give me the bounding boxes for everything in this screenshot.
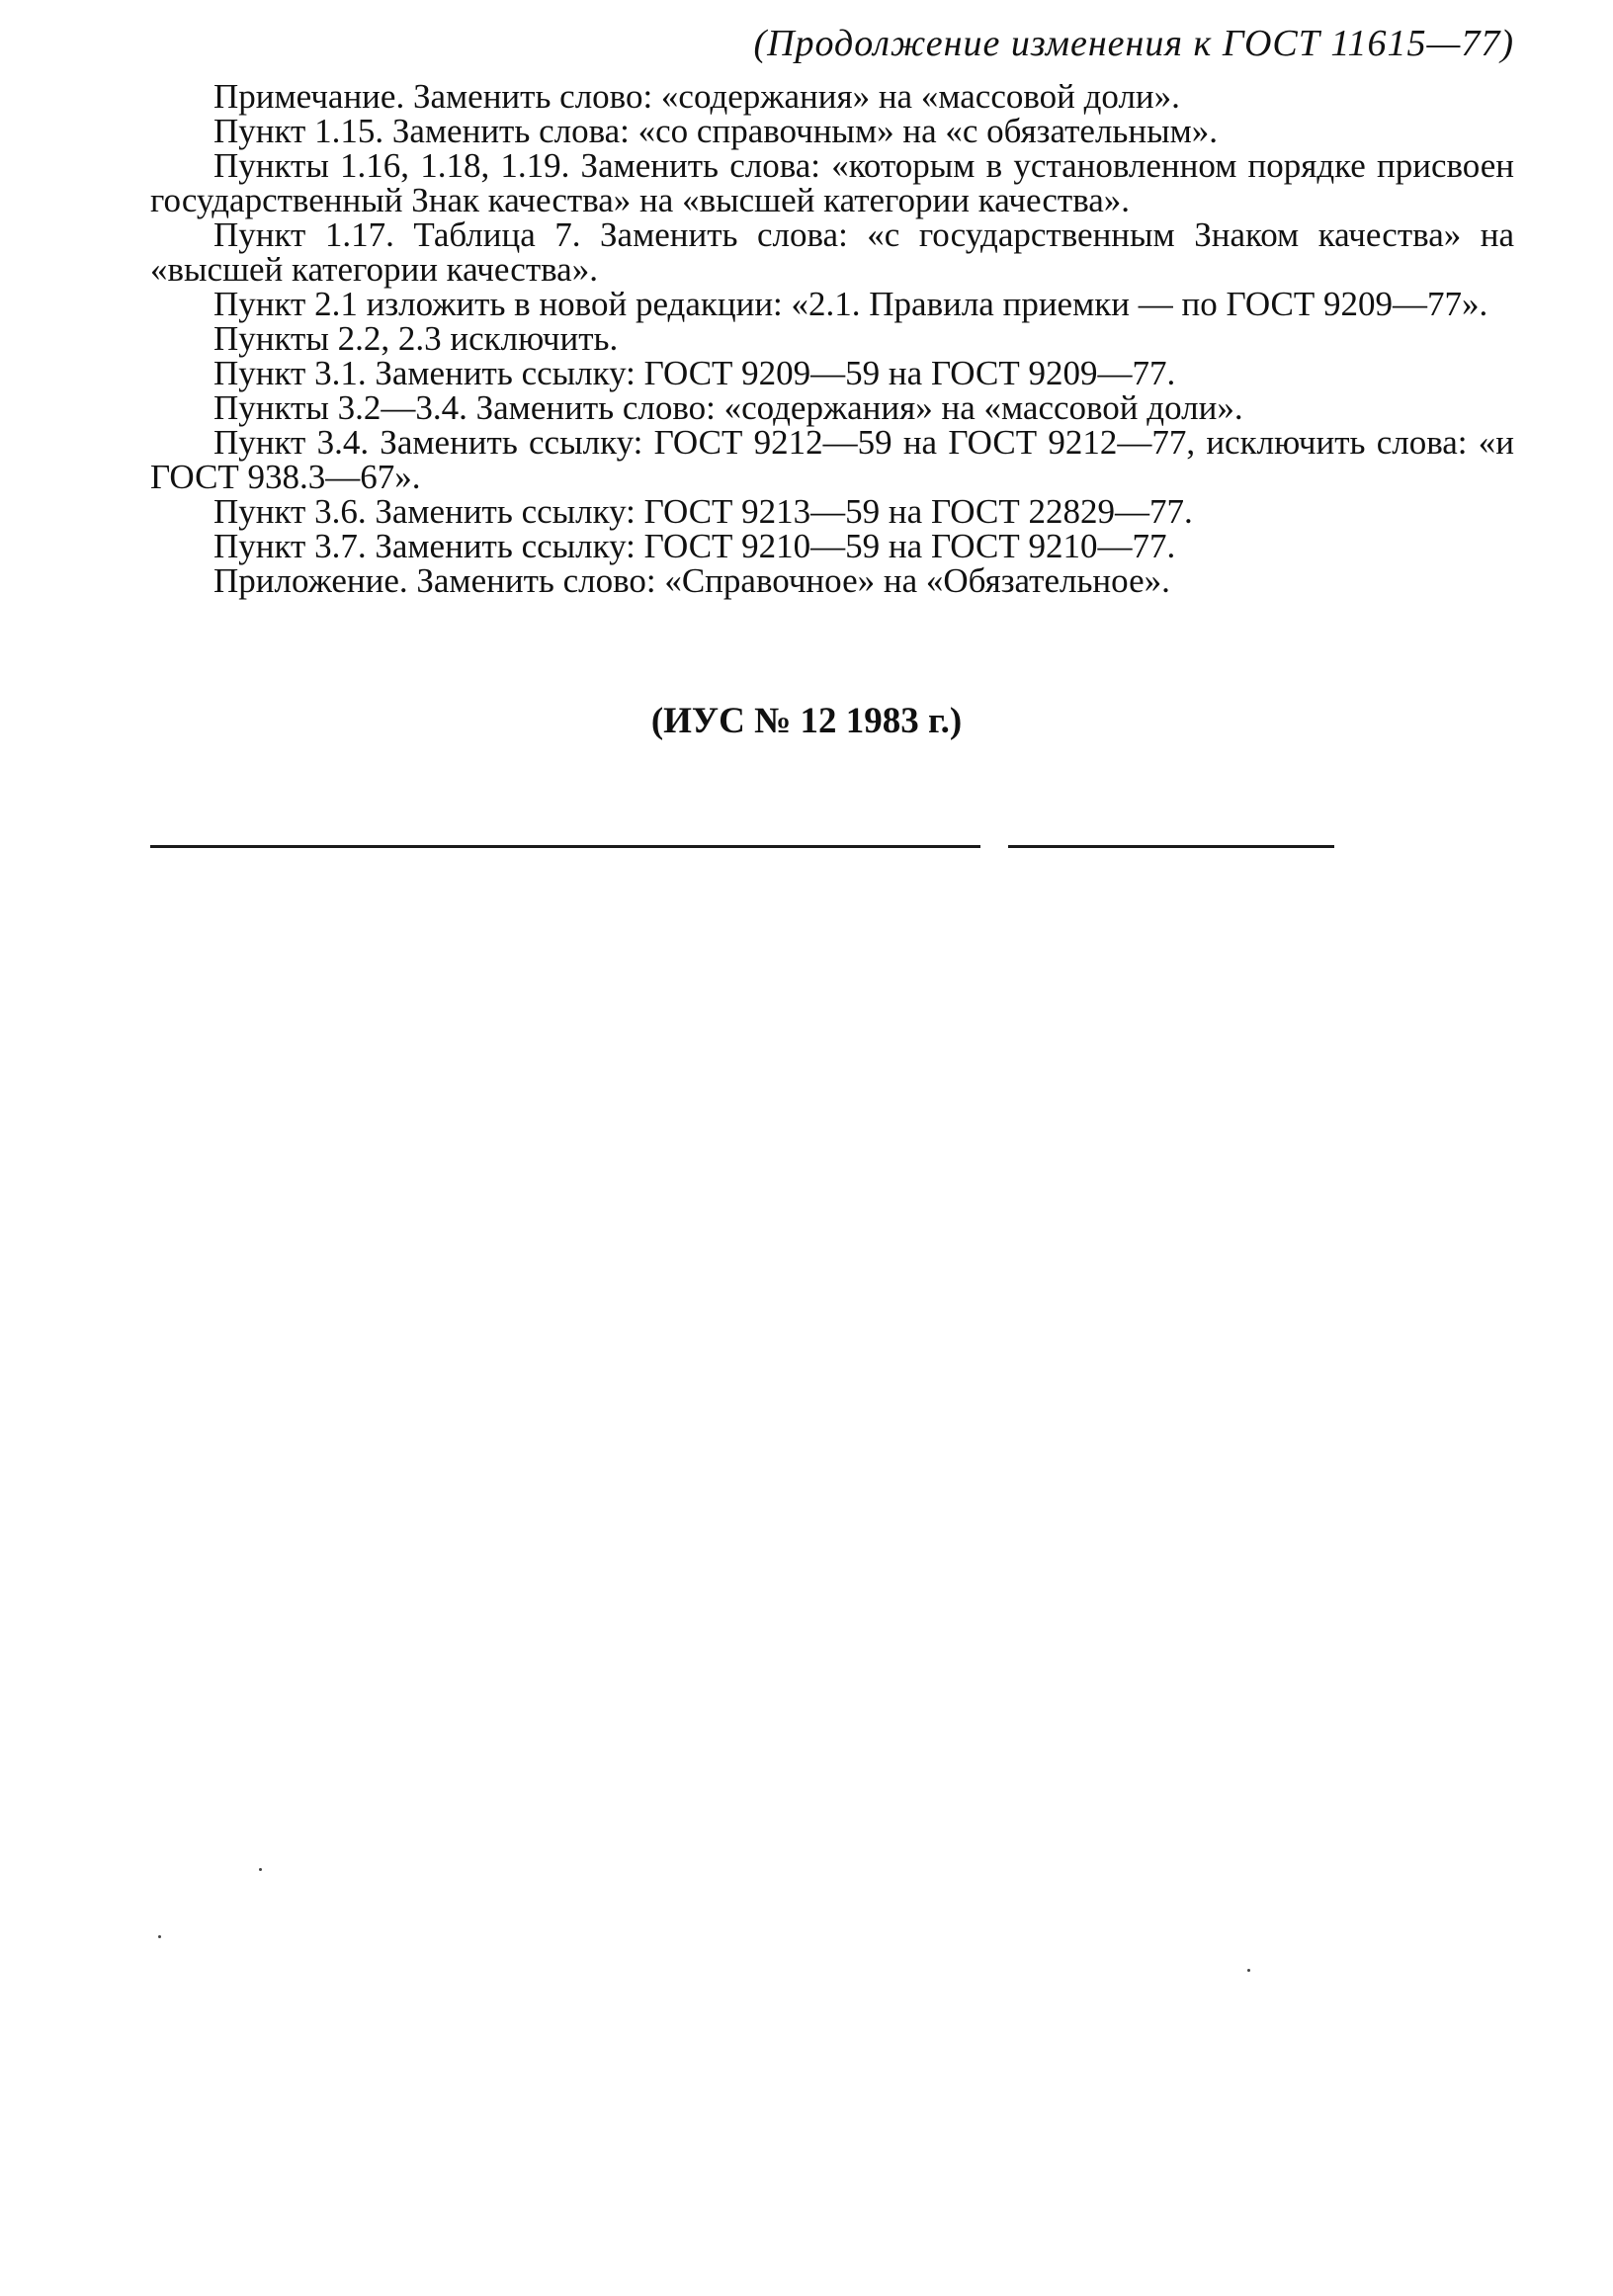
paragraph-1-16: Пункты 1.16, 1.18, 1.19. Заменить слова: «которым в установленном порядке присвоен государственный Знак качества» на «высшей категории качества». [150,146,1514,219]
source-reference: (ИУС № 12 1983 г.) [650,701,963,741]
paragraph-3-1: Пункт 3.1. Заменить ссылку: ГОСТ 9209—59 на ГОСТ 9209—77. [213,354,1176,392]
amendment-body [150,79,1514,598]
separator-rule-right [1008,845,1334,848]
paragraph-3-2: Пункты 3.2—3.4. Заменить слово: «содержания» на «массовой доли». [213,388,1243,427]
paragraph-note: Примечание. Заменить слово: «содержания» на «массовой доли». [213,77,1180,116]
paragraph-appendix: Приложение. Заменить слово: «Справочное» на «Обязательное». [213,561,1170,600]
scan-speck [259,1868,262,1871]
continuation-header: (Продолжение изменения к ГОСТ 11615—77) [753,23,1514,64]
paragraph-2-1: Пункт 2.1 изложить в новой редакции: «2.1. Правила приемки — по ГОСТ 9209—77». [213,285,1488,323]
paragraph-2-2: Пункты 2.2, 2.3 исключить. [213,319,619,358]
paragraph-3-4: Пункт 3.4. Заменить ссылку: ГОСТ 9212—59 на ГОСТ 9212—77, исключить слова: «и ГОСТ 938.3—67». [150,423,1514,496]
paragraph-1-17: Пункт 1.17. Таблица 7. Заменить слова: «с государственным Знаком качества» на «высшей категории качества». [150,215,1514,289]
scan-speck [1247,1969,1250,1972]
separator-rule-left [150,845,980,848]
paragraph-3-6: Пункт 3.6. Заменить ссылку: ГОСТ 9213—59 на ГОСТ 22829—77. [213,492,1193,531]
paragraph-1-15: Пункт 1.15. Заменить слова: «со справочным» на «с обязательным». [213,112,1219,150]
paragraph-3-7: Пункт 3.7. Заменить ссылку: ГОСТ 9210—59 на ГОСТ 9210—77. [213,527,1176,565]
scan-speck [158,1935,161,1938]
